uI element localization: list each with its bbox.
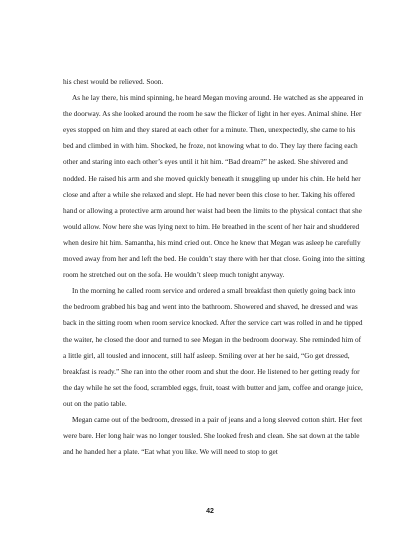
page-number: 42 (206, 508, 214, 515)
paragraph-4: Megan came out of the bedroom, dressed in a pair of jeans and a long sleeved cotton shirt. Her feet were bare. Her long hair was no longer tousled. She looked fresh and clean. She sat down at the table and he handed her a plate. “Eat what you like. We will need to stop to get (63, 414, 363, 457)
paragraph-1: his chest would be relieved. Soon. (63, 77, 164, 86)
paragraph-2: As he lay there, his mind spinning, he heard Megan moving around. He watched as she appeared in the doorway. As she looked around the room he saw the flicker of light in her eyes. Animal shine. Her eyes stopped on him and they stared at each other for a minute. Then, unexpectedly, she came to his bed and climbed in with him. Shocked, he froze, not knowing what to do. They lay there facing each other and staring into each other’s eyes until it hit him. “Bad dream?” he asked. She shivered and nodded. He raised his arm and she moved quickly beneath it snuggling up under his chin. He held her close and after a while she relaxed and slept. He had never been this close to her. Taking his offered hand or allowing a protective arm around her waist had been the limits to the physical contact that she would allow. Now here she was lying next to him. He breathed in the scent of her hair and shuddered when desire hit him. Samantha, his mind cried out. Once he knew that Megan was asleep he carefully moved away from her and left the bed. He couldn’t stay there with her that close. Going into the sitting room he stretched out on the sofa. He wouldn’t sleep much tonight anyway. (63, 93, 365, 280)
body-text (63, 74, 366, 460)
paragraph-3: In the morning he called room service and ordered a small breakfast then quietly going back into the bedroom grabbed his bag and went into the bathroom. Showered and shaved, he dressed and was back in the sitting room when room service knocked. After the service cart was rolled in and he tipped the waiter, he closed the door and turned to see Megan in the bedroom doorway. She reminded him of a little girl, all tousled and innocent, still half asleep. Smiling over at her he said, “Go get dressed, breakfast is ready.” She ran into the other room and shut the door. He listened to her getting ready for the day while he set the food, scrambled eggs, fruit, toast with butter and jam, coffee and orange juice, out on the patio table. (63, 286, 363, 408)
